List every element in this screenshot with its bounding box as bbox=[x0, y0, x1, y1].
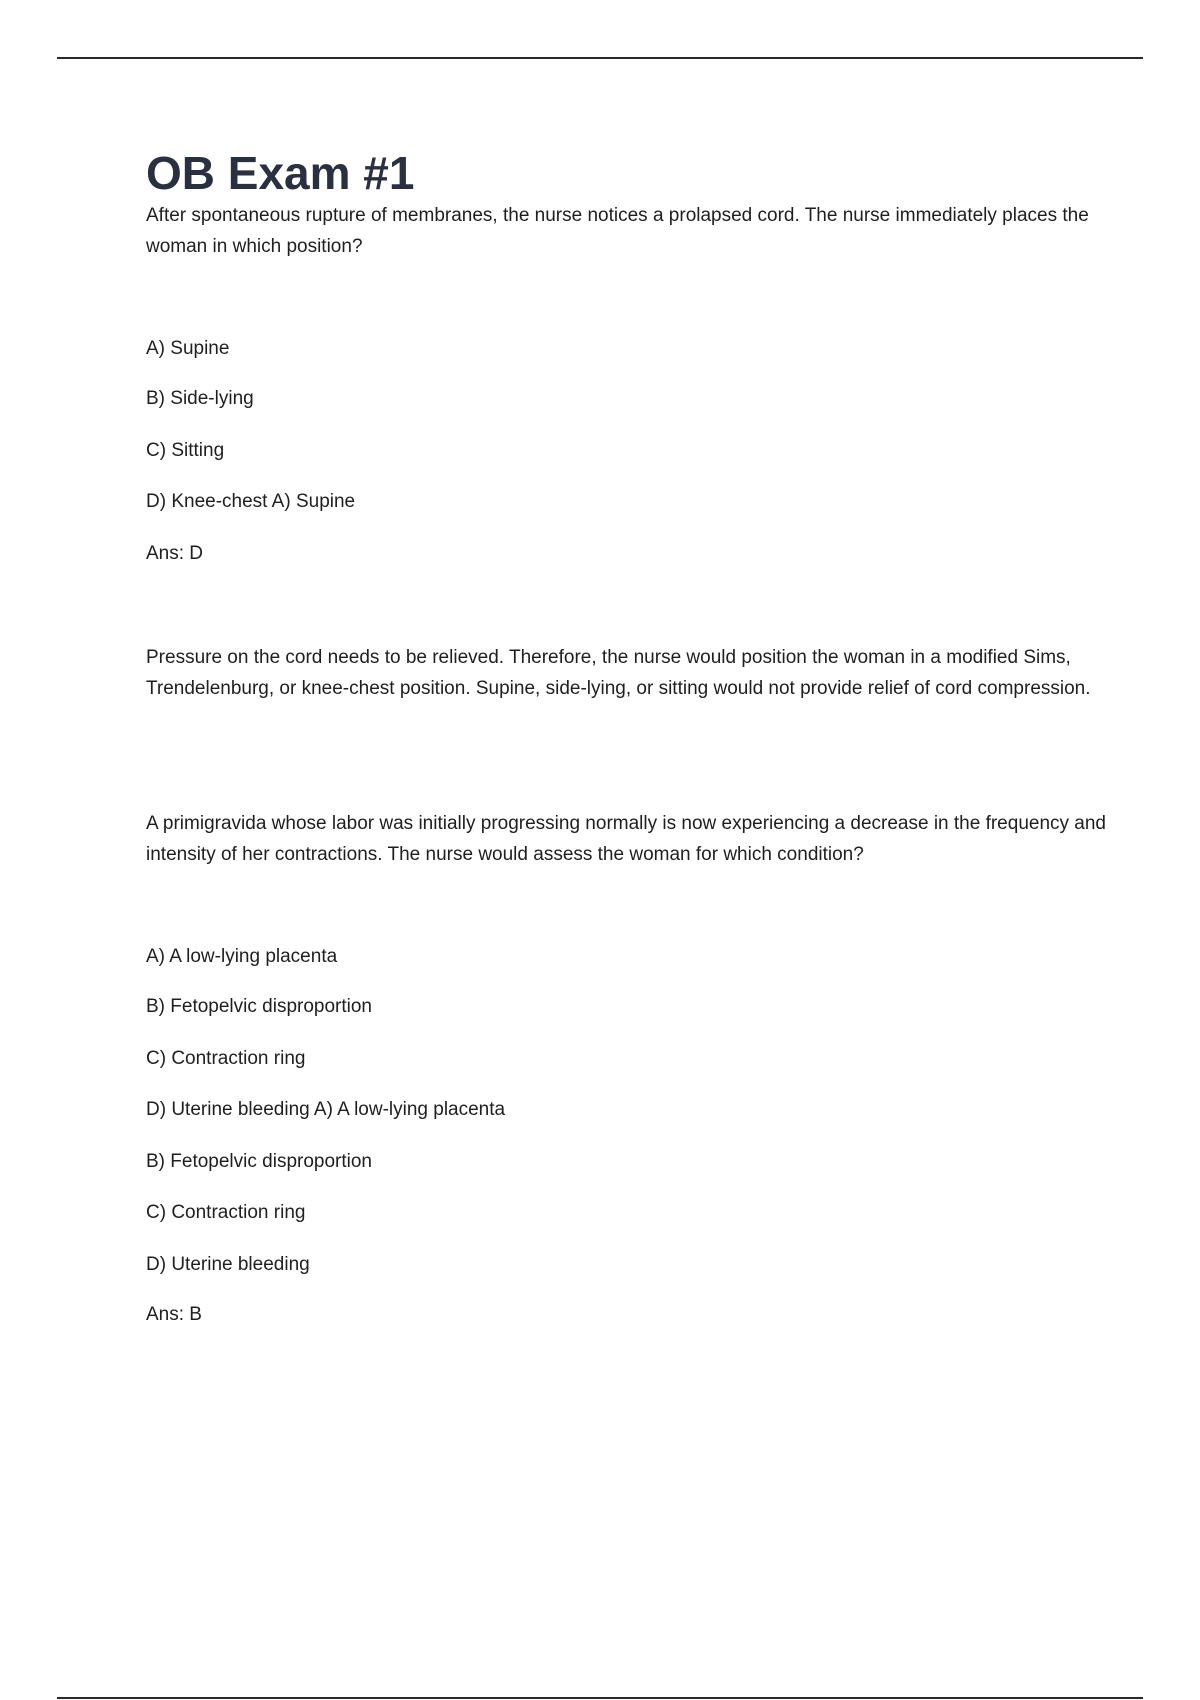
question-2-option-d-repeat: D) Uterine bleeding bbox=[146, 1254, 310, 1275]
top-rule bbox=[57, 57, 1143, 59]
question-1-option-a: A) Supine bbox=[146, 338, 230, 359]
question-1-option-c: C) Sitting bbox=[146, 440, 225, 461]
question-2-option-b: B) Fetopelvic disproportion bbox=[146, 996, 372, 1017]
question-2-option-c: C) Contraction ring bbox=[146, 1048, 306, 1069]
question-2-answer: Ans: B bbox=[146, 1304, 202, 1325]
question-1-answer: Ans: D bbox=[146, 543, 204, 564]
bottom-rule bbox=[57, 1697, 1143, 1699]
question-2-option-c-repeat: C) Contraction ring bbox=[146, 1202, 306, 1223]
question-1-option-b: B) Side-lying bbox=[146, 388, 254, 409]
question-2-option-a: A) A low-lying placenta bbox=[146, 946, 338, 967]
question-1-stem: After spontaneous rupture of membranes, the nurse notices a prolapsed cord. The nurse immediately places the woman in which position? bbox=[146, 205, 1089, 257]
page-title: OB Exam #1 bbox=[146, 147, 415, 199]
question-1-option-d: D) Knee-chest A) Supine bbox=[146, 491, 356, 512]
question-2-option-d: D) Uterine bleeding A) A low-lying placenta bbox=[146, 1099, 506, 1120]
question-2-option-b-repeat: B) Fetopelvic disproportion bbox=[146, 1151, 372, 1172]
question-1-rationale: Pressure on the cord needs to be relieved. Therefore, the nurse would position the woman in a modified Sims, Trendelenburg, or knee-chest position. Supine, side-lying, or sitting would not provide relief of cord compression. bbox=[146, 647, 1091, 699]
question-2-stem: A primigravida whose labor was initially progressing normally is now experiencing a decrease in the frequency and intensity of her contractions. The nurse would assess the woman for which condition? bbox=[146, 813, 1107, 865]
